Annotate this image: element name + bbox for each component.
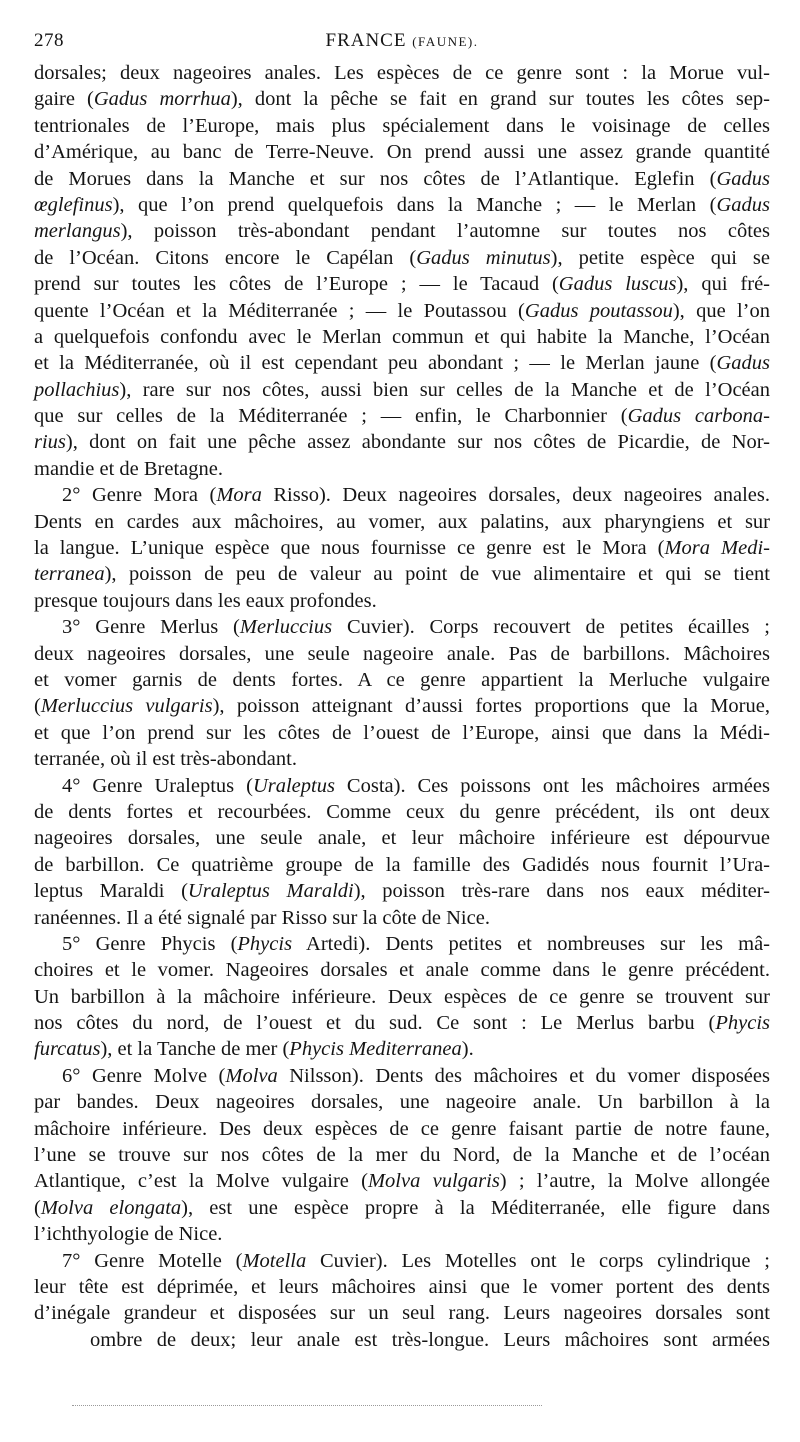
text-line: œglefinus), que l’on prend quelquefois dans la Manche ; — le Merlan (Gadus	[34, 193, 770, 216]
text-line: leur tête est déprimée, et leurs mâchoires ainsi que le vomer portent des dents	[34, 1275, 770, 1298]
text-line: furcatus), et la Tanche de mer (Phycis Mediterranea).	[34, 1038, 474, 1061]
text-line: choires et le vomer. Nageoires dorsales et anale comme dans le genre précédent.	[34, 959, 770, 982]
text-line: deux nageoires dorsales, une seule nageoire anale. Pas de barbillons. Mâchoires	[34, 642, 770, 665]
text-line: prend sur toutes les côtes de l’Europe ; — le Tacaud (Gadus luscus), qui fré-	[34, 273, 770, 296]
text-line: a quelquefois confondu avec le Merlan commun et qui habite la Manche, l’Océan	[34, 325, 770, 348]
text-line: de l’Océan. Citons encore le Capélan (Gadus minutus), petite espèce qui se	[34, 246, 770, 269]
text-line: ombre de deux; leur anale est très-longue. Leurs mâchoires sont armées	[90, 1328, 770, 1351]
text-line: mandie et de Bretagne.	[34, 457, 223, 480]
text-line: quente l’Océan et la Méditerranée ; — le Poutassou (Gadus poutassou), que l’on	[34, 299, 770, 322]
text-line: mâchoire inférieure. Des deux espèces de ce genre faisant partie de notre faune,	[34, 1117, 770, 1140]
text-line: (Merluccius vulgaris), poisson atteignant d’aussi fortes proportions que la Morue,	[34, 695, 770, 718]
text-line: et la Méditerranée, où il est cependant peu abondant ; — le Merlan jaune (Gadus	[34, 352, 770, 375]
text-line: de barbillon. Ce quatrième groupe de la famille des Gadidés nous fournit l’Ura-	[34, 853, 770, 876]
body-text	[34, 60, 770, 1353]
text-line: nos côtes du nord, de l’ouest et du sud. Ce sont : Le Merlus barbu (Phycis	[34, 1012, 770, 1035]
text-line: l’une se trouve sur nos côtes de la mer du Nord, de la Manche et de l’océan	[34, 1144, 770, 1167]
text-line: pollachius), rare sur nos côtes, aussi bien sur celles de la Manche et de l’Océan	[34, 378, 770, 401]
text-line: que sur celles de la Méditerranée ; — enfin, le Charbonnier (Gadus carbona-	[34, 405, 771, 428]
text-line: terranea), poisson de peu de valeur au point de vue alimentaire et qui se tient	[34, 563, 770, 586]
text-line: et que l’on prend sur les côtes de l’ouest de l’Europe, ainsi que dans la Médi-	[34, 721, 770, 744]
text-line: d’Amérique, au banc de Terre-Neuve. On prend aussi une assez grande quantité	[34, 141, 770, 164]
book-page	[34, 30, 770, 1353]
text-line: par bandes. Deux nageoires dorsales, une nageoire anale. Un barbillon à la	[34, 1091, 770, 1114]
text-line: nageoires dorsales, une seule anale, et leur mâchoire inférieure est dépourvue	[34, 827, 770, 850]
text-line: 3° Genre Merlus (Merluccius Cuvier). Corps recouvert de petites écailles ;	[62, 616, 770, 639]
bottom-scan-artifact	[72, 1405, 542, 1406]
text-line: gaire (Gadus morrhua), dont la pêche se fait en grand sur toutes les côtes sep-	[34, 88, 771, 111]
running-title-main: FRANCE	[325, 30, 407, 51]
text-line: presque toujours dans les eaux profondes.	[34, 589, 377, 612]
text-line: 6° Genre Molve (Molva Nilsson). Dents des mâchoires et du vomer disposées	[62, 1064, 770, 1087]
text-line: merlangus), poisson très-abondant pendant l’automne sur toutes nos côtes	[34, 220, 770, 243]
text-line: ranéennes. Il a été signalé par Risso sur la côte de Nice.	[34, 906, 490, 929]
text-line: Un barbillon à la mâchoire inférieure. Deux espèces de ce genre se trouvent sur	[34, 985, 770, 1008]
text-line: Dents en cardes aux mâchoires, au vomer, aux palatins, aux pharyngiens et sur	[34, 510, 770, 533]
text-line: d’inégale grandeur et disposées sur un seul rang. Leurs nageoires dorsales sont	[34, 1302, 770, 1325]
text-line: terranée, où il est très-abondant.	[34, 748, 297, 771]
text-line: Atlantique, c’est la Molve vulgaire (Molva vulgaris) ; l’autre, la Molve allongée	[34, 1170, 770, 1193]
text-line: tentrionales de l’Europe, mais plus spécialement dans le voisinage de celles	[34, 114, 770, 137]
running-title-sub: (FAUNE).	[412, 34, 479, 49]
text-line: leptus Maraldi (Uraleptus Maraldi), poisson très-rare dans nos eaux méditer-	[34, 880, 770, 903]
text-line: de Morues dans la Manche et sur nos côtes de l’Atlantique. Eglefin (Gadus	[34, 167, 770, 190]
text-line: de dents fortes et recourbées. Comme ceux du genre précédent, ils ont deux	[34, 800, 770, 823]
text-line: (Molva elongata), est une espèce propre à la Méditerranée, elle figure dans	[34, 1196, 770, 1219]
running-header	[34, 30, 770, 56]
text-line: 5° Genre Phycis (Phycis Artedi). Dents petites et nombreuses sur les mâ-	[62, 932, 770, 955]
text-line: 7° Genre Motelle (Motella Cuvier). Les Motelles ont le corps cylindrique ;	[62, 1249, 770, 1272]
text-line: la langue. L’unique espèce que nous fournisse ce genre est le Mora (Mora Medi-	[34, 537, 770, 560]
page-number: 278	[34, 30, 64, 51]
text-line: dorsales; deux nageoires anales. Les espèces de ce genre sont : la Morue vul-	[34, 62, 770, 84]
text-line: 4° Genre Uraleptus (Uraleptus Costa). Ces poissons ont les mâchoires armées	[62, 774, 770, 797]
text-line: 2° Genre Mora (Mora Risso). Deux nageoires dorsales, deux nageoires anales.	[62, 484, 770, 507]
text-line: rius), dont on fait une pêche assez abondante sur nos côtes de Picardie, de Nor-	[34, 431, 770, 454]
text-line: l’ichthyologie de Nice.	[34, 1223, 223, 1246]
running-title	[34, 30, 770, 52]
text-line: et vomer garnis de dents fortes. A ce genre appartient la Merluche vulgaire	[34, 668, 770, 691]
